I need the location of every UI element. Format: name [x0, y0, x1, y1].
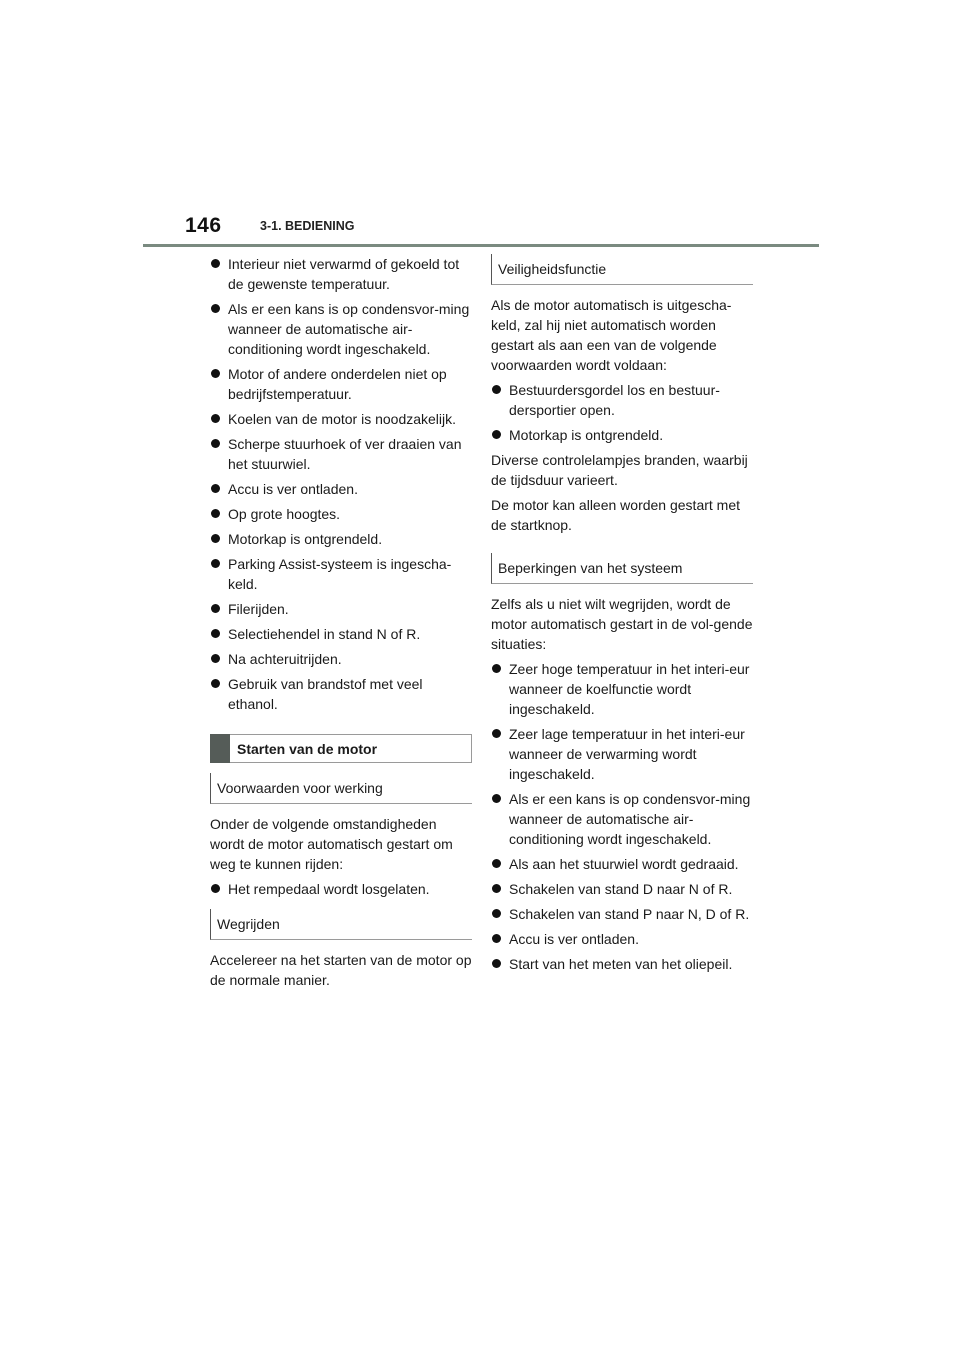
subheading-conditions: Voorwaarden voor werking: [210, 773, 472, 804]
section-heading-box: [210, 734, 472, 763]
paragraph: Diverse controlelampjes branden, waarbij de tijdsduur varieert.: [491, 452, 748, 488]
subheading-safety-function: Veiligheidsfunctie: [491, 254, 753, 285]
list-item: Accu is ver ontladen.: [491, 929, 753, 949]
list-item: Schakelen van stand D naar N of R.: [491, 879, 753, 899]
paragraph: Onder de volgende omstandigheden wordt de motor automatisch gestart om weg te kunnen rijden:: [210, 816, 453, 872]
list-item: Na achteruitrijden.: [210, 649, 472, 669]
subheading-driving-off: Wegrijden: [210, 909, 472, 940]
list-item: Het rempedaal wordt losgelaten.: [210, 879, 472, 899]
list-item: Accu is ver ontladen.: [210, 479, 472, 499]
list-item: Schakelen van stand P naar N, D of R.: [491, 904, 753, 924]
condition-list-2: [210, 879, 472, 899]
list-item: Motorkap is ontgrendeld.: [210, 529, 472, 549]
section-heading: Starten van de motor: [237, 741, 378, 757]
paragraph: Zelfs als u niet wilt wegrijden, wordt de motor automatisch gestart in de vol-gende situaties:: [491, 596, 753, 652]
paragraph: Als de motor automatisch is uitgescha-keld, zal hij niet automatisch worden gestart als aan een van de volgende voorwaarden wordt voldaan:: [491, 297, 732, 373]
list-item: Koelen van de motor is noodzakelijk.: [210, 409, 472, 429]
safety-list: [491, 380, 753, 445]
list-item: Filerijden.: [210, 599, 472, 619]
list-item: Interieur niet verwarmd of gekoeld tot de gewenste temperatuur.: [210, 254, 472, 294]
section-label: 3-1. BEDIENING: [260, 219, 355, 233]
list-item: Als er een kans is op condensvor-ming wanneer de automatische air-conditioning wordt ingeschakeld.: [210, 299, 472, 359]
list-item: Motor of andere onderdelen niet op bedrijfstemperatuur.: [210, 364, 472, 404]
header-rule: [143, 244, 819, 247]
left-column: [210, 254, 472, 995]
right-column: [491, 254, 753, 979]
list-item: Start van het meten van het oliepeil.: [491, 954, 753, 974]
list-item: Bestuurdersgordel los en bestuur-dersportier open.: [491, 380, 753, 420]
paragraph: Accelereer na het starten van de motor op de normale manier.: [210, 952, 472, 988]
list-item: Als er een kans is op condensvor-ming wanneer de automatische air-conditioning wordt ingeschakeld.: [491, 789, 753, 849]
subheading-system-limitations: Beperkingen van het systeem: [491, 553, 753, 584]
list-item: Gebruik van brandstof met veel ethanol.: [210, 674, 472, 714]
list-item: Als aan het stuurwiel wordt gedraaid.: [491, 854, 753, 874]
page-number: 146: [185, 214, 222, 237]
condition-list-1: [210, 254, 472, 714]
section-tab-marker: [210, 734, 230, 763]
paragraph: De motor kan alleen worden gestart met de startknop.: [491, 497, 741, 533]
list-item: Zeer hoge temperatuur in het interi-eur wanneer de koelfunctie wordt ingeschakeld.: [491, 659, 753, 719]
list-item: Zeer lage temperatuur in het interi-eur wanneer de verwarming wordt ingeschakeld.: [491, 724, 753, 784]
list-item: Op grote hoogtes.: [210, 504, 472, 524]
list-item: Selectiehendel in stand N of R.: [210, 624, 472, 644]
list-item: Motorkap is ontgrendeld.: [491, 425, 753, 445]
list-item: Scherpe stuurhoek of ver draaien van het stuurwiel.: [210, 434, 472, 474]
limitations-list: [491, 659, 753, 974]
list-item: Parking Assist-systeem is ingescha-keld.: [210, 554, 472, 594]
